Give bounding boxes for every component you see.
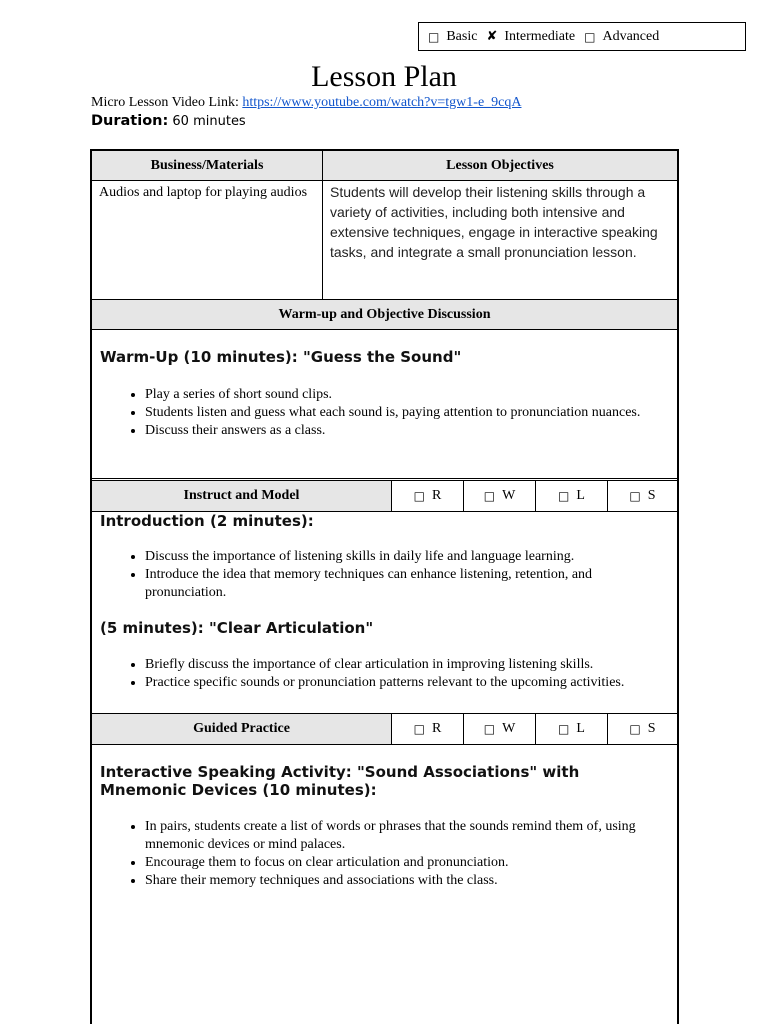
instruct-band-title: Instruct and Model [92,481,391,511]
objectives-cell [323,151,677,299]
list-item: • Students listen and guess what each sound is, paying attention to pronunciation nuances. [145,404,677,422]
duration-label: Duration: [91,113,169,129]
warmup-heading: Warm-Up (10 minutes): "Guess the Sound" [100,348,462,366]
materials-header: Business/Materials [92,151,322,181]
skill-writing[interactable]: □ W [463,714,535,744]
list-item: • In pairs, students create a list of words or phrases that the sounds remind them of, using mnemonic devices or mind palaces. [145,818,677,854]
materials-objectives-row [92,151,677,299]
skill-listening[interactable]: □ L [535,714,607,744]
checkbox-icon[interactable]: □ [558,722,570,736]
checkbox-icon[interactable]: □ [483,489,496,503]
list-item: • Discuss the importance of listening skills in daily life and language learning. [145,548,677,566]
list-item: • Share their memory techniques and associations with the class. [145,872,677,890]
advanced-label: Advanced [602,28,660,44]
checkbox-icon[interactable]: □ [413,489,425,503]
skill-speaking[interactable]: □ S [607,481,677,511]
advanced-checkbox-icon[interactable]: □ [584,29,596,44]
level-selector [418,22,746,51]
checkbox-icon[interactable]: □ [558,489,570,503]
warmup-list [92,386,677,440]
checkbox-icon[interactable]: □ [629,489,641,503]
list-item: • Discuss their answers as a class. [145,422,677,440]
checkbox-icon[interactable]: □ [413,722,425,736]
materials-text: Audios and laptop for playing audios [99,185,308,200]
guided-heading: Interactive Speaking Activity: "Sound Associations" with Mnemonic Devices (10 minutes): [100,763,580,799]
page-title: Lesson Plan [311,60,457,93]
skill-speaking[interactable]: □ S [607,714,677,744]
guided-list [92,818,677,890]
warmup-band [92,299,677,330]
video-link-label: Micro Lesson Video Link: [91,95,243,110]
guided-band-title: Guided Practice [92,714,391,744]
basic-label: Basic [446,28,478,44]
warmup-band-title: Warm-up and Objective Discussion [92,300,677,329]
checkbox-icon[interactable]: □ [629,722,641,736]
skill-writing[interactable]: □ W [463,481,535,511]
list-item: • Introduce the idea that memory techniques can enhance listening, retention, and pronunciation. [145,566,677,602]
materials-cell [92,151,323,299]
list-item: • Encourage them to focus on clear articulation and pronunciation. [145,854,677,872]
articulation-list [92,656,677,692]
guided-band [92,713,677,745]
duration-value: 60 minutes [168,114,246,129]
video-link[interactable]: https://www.youtube.com/watch?v=tgw1-e_9cqA [242,95,522,110]
introduction-heading: Introduction (2 minutes): [100,512,314,530]
checkbox-icon[interactable]: □ [483,722,496,736]
instruct-band [92,478,677,512]
intermediate-checked-icon[interactable]: ✘ [486,29,498,44]
objectives-text: Students will develop their listening skills through a variety of activities, including both intensive and extensive techniques, engage in interactive speaking tasks, and integrate a small pronunciation lesson. [330,184,658,260]
objectives-header: Lesson Objectives [323,151,677,181]
skill-reading[interactable]: □ R [391,714,463,744]
duration-line [91,112,246,131]
skill-listening[interactable]: □ L [535,481,607,511]
lesson-plan-table [90,149,679,1024]
list-item: • Practice specific sounds or pronunciation patterns relevant to the upcoming activities. [145,674,677,692]
skill-reading[interactable]: □ R [391,481,463,511]
list-item: • Play a series of short sound clips. [145,386,677,404]
introduction-list [92,548,677,602]
articulation-heading: (5 minutes): "Clear Articulation" [100,619,374,637]
list-item: • Briefly discuss the importance of clear articulation in improving listening skills. [145,656,677,674]
basic-checkbox-icon[interactable]: □ [428,29,440,44]
intermediate-label: Intermediate [504,28,576,44]
video-link-line [91,94,521,112]
